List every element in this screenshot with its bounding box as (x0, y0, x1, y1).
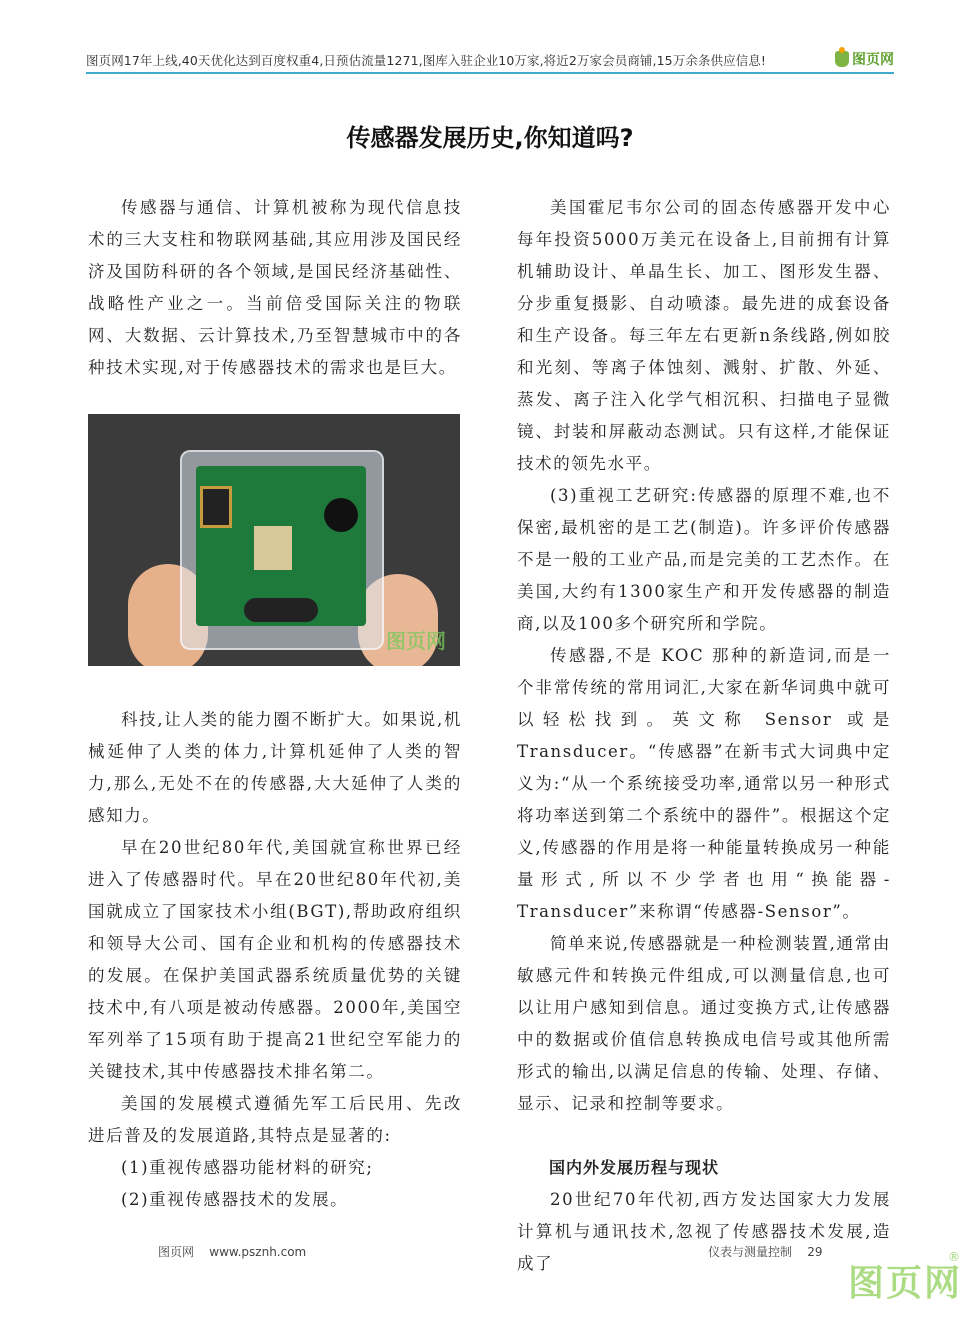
page-header (86, 48, 894, 72)
article-title: 传感器发展历史,你知道吗? (346, 124, 634, 152)
corner-watermark: 图页网 (847, 1263, 962, 1304)
paragraph: 传感器,不是 KOC 那种的新造词,而是一个非常传统的常用词汇,大家在新华词典中就可以轻松找到。英文称 Sensor 或是 Transducer。“传感器”在新韦式大词典中定义为:“从一个系统接受功率,通常以另一种形式将功率送到第二个系统中的器件”。根据这个定义,传感器的作用是将一种能量转换成另一种能量形式,所以不少学者也用“换能器-Transducer”来称谓“传感器-Sensor”。 (517, 646, 891, 921)
paragraph: 早在20世纪80年代,美国就宣称世界已经进入了传感器时代。早在20世纪80年代初,美国就成立了国家技术小组(BGT),帮助政府组织和领导大公司、国有企业和机构的传感器技术的发展。在保护美国武器系统质量优势的关键技术中,有八项是被动传感器。2000年,美国空军列举了15项有助于提高21世纪空军能力的关键技术,其中传感器技术排名第二。 (88, 838, 462, 1081)
left-column-bottom (88, 704, 462, 1216)
header-divider (86, 72, 894, 74)
inductor-component (244, 598, 318, 622)
registered-mark: ® (948, 1250, 960, 1264)
sensor-component (200, 486, 232, 528)
header-banner-text: 图页网17年上线,40天优化达到百度权重4,日预估流量1271,图库入驻企业10万家,将近2万家会员商铺,15万余条供应信息! (86, 53, 767, 68)
paragraph: 传感器与通信、计算机被称为现代信息技术的三大支柱和物联网基础,其应用涉及国民经济及国防科研的各个领域,是国民经济基础性、战略性产业之一。当前倍受国际关注的物联网、大数据、云计算技术,乃至智慧城市中的各种技术实现,对于传感器技术的需求也是巨大。 (88, 198, 462, 377)
footer-right: 仪表与测量控制 29 (708, 1245, 823, 1259)
logo-icon (835, 51, 849, 67)
paragraph: 简单来说,传感器就是一种检测装置,通常由敏感元件和转换元件组成,可以测量信息,也可以让用户感知到信息。通过变换方式,让传感器中的数据或价值信息转换成电信号或其他所需形式的输出,以满足信息的传输、处理、存储、显示、记录和控制等要求。 (517, 934, 891, 1113)
paragraph: 科技,让人类的能力圈不断扩大。如果说,机械延伸了人类的体力,计算机延伸了人类的智力,那么,无处不在的传感器,大大延伸了人类的感知力。 (88, 710, 462, 825)
paragraph: 美国的发展模式遵循先军工后民用、先改进后普及的发展道路,其特点是显著的: (88, 1094, 462, 1145)
paragraph: 美国霍尼韦尔公司的固态传感器开发中心每年投资5000万美元在设备上,目前拥有计算机辅助设计、单晶生长、加工、图形发生器、分步重复摄影、自动喷漆。最先进的成套设备和生产设备。每三年左右更新n条线路,例如胶和光刻、等离子体蚀刻、溅射、扩散、外延、蒸发、离子注入化学气相沉积、扫描电子显微镜、封装和屏蔽动态测试。只有这样,才能保证技术的领先水平。 (517, 198, 891, 473)
header-logo (835, 48, 894, 70)
chip-component (254, 526, 292, 570)
paragraph: 20世纪70年代初,西方发达国家大力发展计算机与通讯技术,忽视了传感器技术发展,造成了 (517, 1190, 891, 1273)
right-column (517, 192, 891, 1280)
header-logo-text: 图页网 (852, 52, 894, 68)
sensor-board-photo (88, 414, 460, 666)
left-column-top (88, 192, 462, 384)
paragraph: (3)重视工艺研究:传感器的原理不难,也不保密,最机密的是工艺(制造)。许多评价传感器不是一般的工业产品,而是完美的工艺杰作。在美国,大约有1300家生产和开发传感器的制造商,以及100多个研究所和学院。 (517, 486, 891, 633)
list-item: (2)重视传感器技术的发展。 (121, 1190, 349, 1209)
list-item: (1)重视传感器功能材料的研究; (121, 1158, 374, 1177)
footer-left: 图页网 www.psznh.com (158, 1245, 307, 1259)
buzzer-component (324, 498, 358, 532)
section-heading: 国内外发展历程与现状 (549, 1158, 720, 1177)
photo-watermark: 图页网 (386, 629, 446, 653)
